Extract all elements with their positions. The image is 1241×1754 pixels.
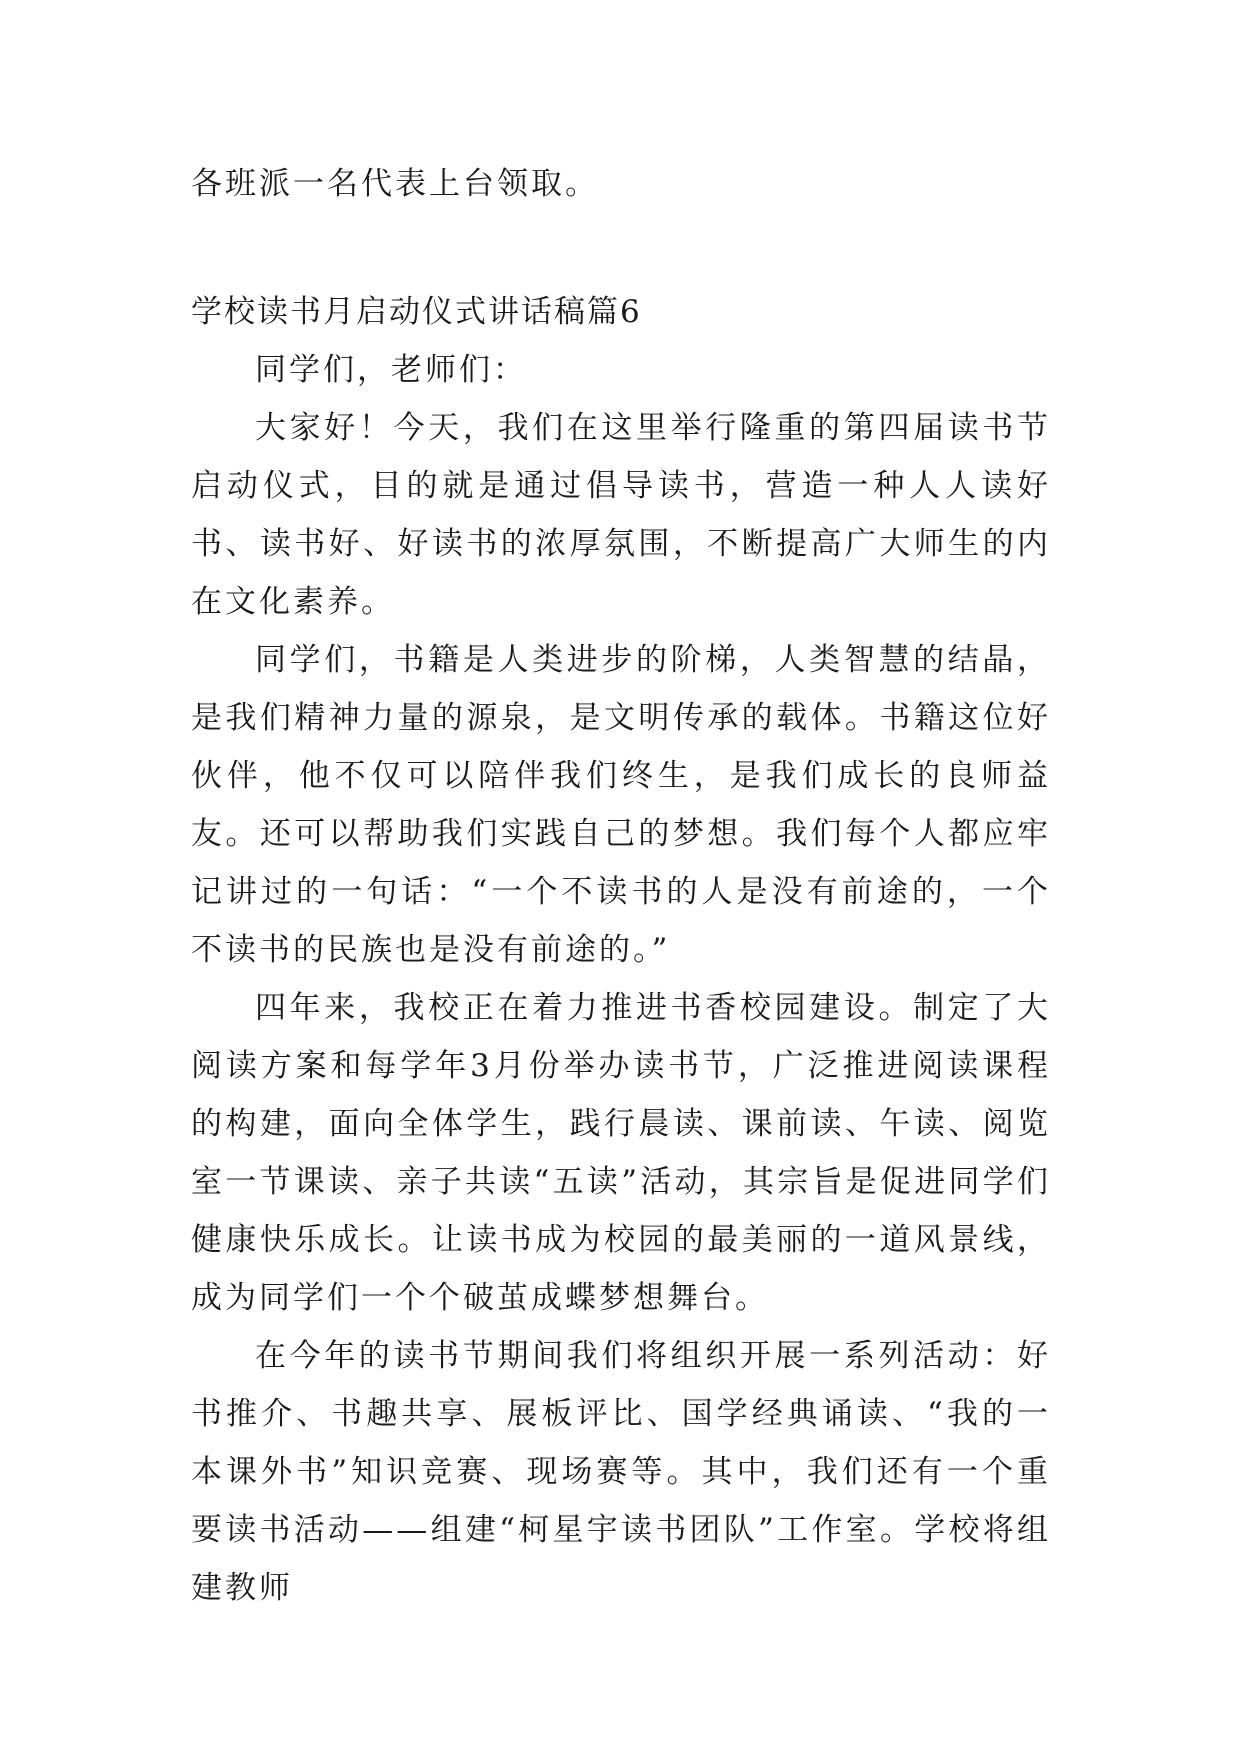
previous-section-tail: 各班派一名代表上台领取。 xyxy=(191,166,599,202)
paragraph-activities: 在今年的读书节期间我们将组织开展一系列活动：好书推介、书趣共享、展板评比、国学经典诵读、“我的一本课外书”知识竞赛、现场赛等。其中，我们还有一个重要读书活动——组建“柯星宇读书团队”工作室。学校将组建教师 xyxy=(191,1338,1051,1606)
paragraph-books: 同学们，书籍是人类进步的阶梯，人类智慧的结晶，是我们精神力量的源泉，是文明传承的载体。书籍这位好伙伴，他不仅可以陪伴我们终生，是我们成长的良师益友。还可以帮助我们实践自己的梦想。我们每个人都应牢记讲过的一句话：“一个不读书的人是没有前途的，一个不读书的民族也是没有前途的。” xyxy=(191,642,1051,968)
paragraph-school-progress: 四年来，我校正在着力推进书香校园建设。制定了大阅读方案和每学年3月份举办读书节，广泛推进阅读课程的构建，面向全体学生，践行晨读、课前读、午读、阅览室一节课读、亲子共读“五读”活动，其宗旨是促进同学们健康快乐成长。让读书成为校园的最美丽的一道风景线，成为同学们一个个破茧成蝶梦想舞台。 xyxy=(191,990,1051,1316)
paragraph-greeting: 同学们，老师们： xyxy=(255,352,527,388)
paragraph-opening: 大家好！今天，我们在这里举行隆重的第四届读书节启动仪式，目的就是通过倡导读书，营造一种人人读好书、读书好、好读书的浓厚氛围，不断提高广大师生的内在文化素养。 xyxy=(191,410,1051,620)
section-title: 学校读书月启动仪式讲话稿篇6 xyxy=(191,294,642,330)
document-body xyxy=(191,155,1051,1617)
